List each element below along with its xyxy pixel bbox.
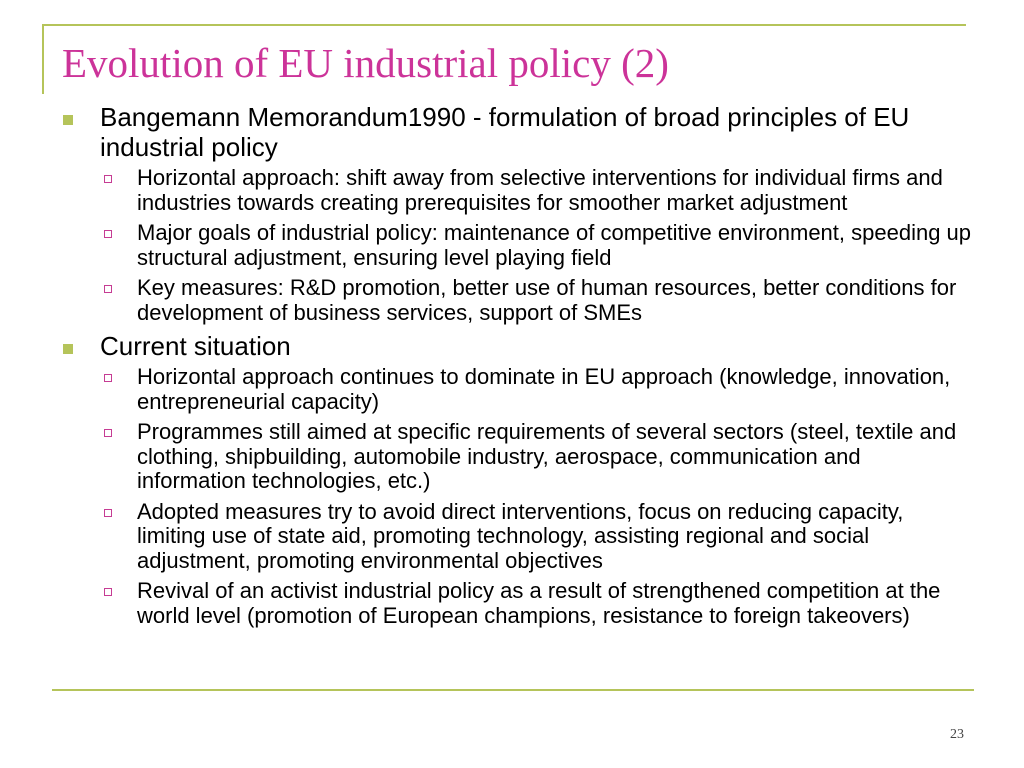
hollow-square-bullet-icon (104, 509, 112, 517)
bullet-text: Bangemann Memorandum1990 - formulation of broad principles of EU industrial policy (100, 102, 910, 162)
sub-bullet-text: Programmes still aimed at specific requirements of several sectors (steel, textile and clothing, shipbuilding, automobile industry, aerospace, communication and information technologies, etc.) (137, 419, 957, 493)
sub-bullet-item (62, 276, 972, 325)
hollow-square-bullet-icon (104, 429, 112, 437)
frame-bottom-line (52, 689, 974, 691)
sub-bullet-item (62, 420, 972, 494)
page-number: 23 (950, 727, 964, 742)
sub-bullet-text: Revival of an activist industrial policy as a result of strengthened competition at the world level (promotion of European champions, resistance to foreign takeovers) (137, 578, 941, 628)
square-bullet-icon (63, 344, 73, 354)
sub-bullet-text: Horizontal approach: shift away from selective interventions for individual firms and industries towards creating prerequisites for smoother market adjustment (137, 165, 943, 215)
hollow-square-bullet-icon (104, 588, 112, 596)
frame-left-line (42, 24, 44, 94)
hollow-square-bullet-icon (104, 175, 112, 183)
sub-bullet-text: Key measures: R&D promotion, better use of human resources, better conditions for development of business services, support of SMEs (137, 275, 957, 325)
sub-bullet-item (62, 365, 972, 414)
bullet-text: Current situation (100, 331, 291, 361)
sub-bullet-item (62, 221, 972, 270)
square-bullet-icon (63, 115, 73, 125)
slide-content (62, 102, 972, 634)
sub-bullet-text: Major goals of industrial policy: maintenance of competitive environment, speeding up structural adjustment, ensuring level playing field (137, 220, 972, 270)
hollow-square-bullet-icon (104, 374, 112, 382)
sub-bullet-item (62, 166, 972, 215)
sub-bullet-text: Adopted measures try to avoid direct interventions, focus on reducing capacity, limiting use of state aid, promoting technology, assisting regional and social adjustment, promoting environmental objectives (137, 498, 904, 573)
sub-bullet-item (62, 579, 972, 628)
sub-bullet-item (62, 500, 972, 574)
bullet-item-current-situation (62, 331, 972, 361)
slide-title: Evolution of EU industrial policy (2) (62, 40, 669, 86)
bullet-item-bangemann (62, 102, 972, 162)
sub-bullet-text: Horizontal approach continues to dominate in EU approach (knowledge, innovation, entrepreneurial capacity) (137, 364, 951, 414)
hollow-square-bullet-icon (104, 285, 112, 293)
hollow-square-bullet-icon (104, 230, 112, 238)
frame-top-line (42, 24, 966, 26)
